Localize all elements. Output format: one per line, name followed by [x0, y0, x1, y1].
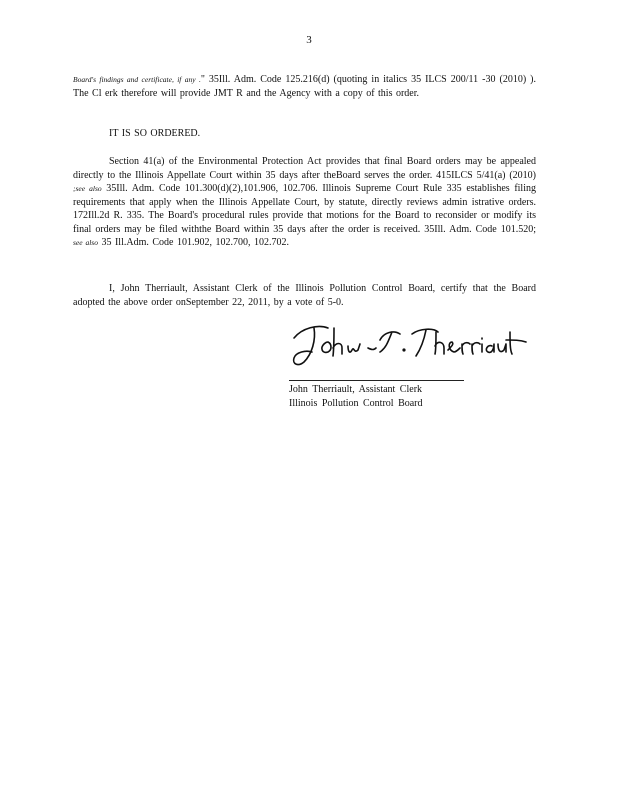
- see-also-signal-1: ;see also: [73, 184, 102, 193]
- paragraph-certification: I, John Therriault, Assistant Clerk of the Illinois Pollution Control Board, certify that the Board adopted the above order onSeptember 22, 2011, by a vote of 5-0.: [73, 283, 536, 308]
- paragraph-so-ordered: IT IS SO ORDERED.: [109, 128, 201, 139]
- handwritten-signature: [288, 320, 528, 370]
- paragraph-appeal-rights: [73, 155, 536, 250]
- appeal-text-b: 35Ill. Adm. Code 101.300(d)(2),101.906, 102.706. Illinois Supreme Court Rule 335 establishes filing requirements that apply when the Illinois Appellate Court, by statute, directly reviews admin istrative orders. 172Ill.2d R. 335. The Board's procedural rules provide that motions for the Board to reconsider or modify its final orders may be filed withthe Board within 35 days after the order is received. 35Ill. Adm. Code 101.520;: [73, 183, 536, 235]
- page-number: 3: [306, 34, 312, 46]
- citation-text: " 35Ill. Adm. Code 125.216(d) (quoting in italics 35 ILCS 200/11 -30 (2010) ). The Cl erk therefore will provide JMT R and the Agency with a copy of this order.: [73, 74, 536, 99]
- see-also-signal-2: see also: [73, 238, 98, 247]
- signer-organization: Illinois Pollution Control Board: [289, 398, 423, 409]
- signature-line: [289, 380, 464, 381]
- paragraph-citation-continuation: [73, 73, 536, 100]
- signer-name-title: John Therriault, Assistant Clerk: [289, 384, 423, 395]
- italic-quotation: Board's findings and certificate, if any .: [73, 75, 201, 84]
- appeal-text-a: Section 41(a) of the Environmental Protection Act provides that final Board orders may be appealed directly to the Illinois Appellate Court within 35 days after theBoard serves the order. 415ILCS 5/41(a) (2010): [73, 156, 536, 181]
- appeal-text-c: 35 Ill.Adm. Code 101.902, 102.700, 102.702.: [101, 237, 289, 248]
